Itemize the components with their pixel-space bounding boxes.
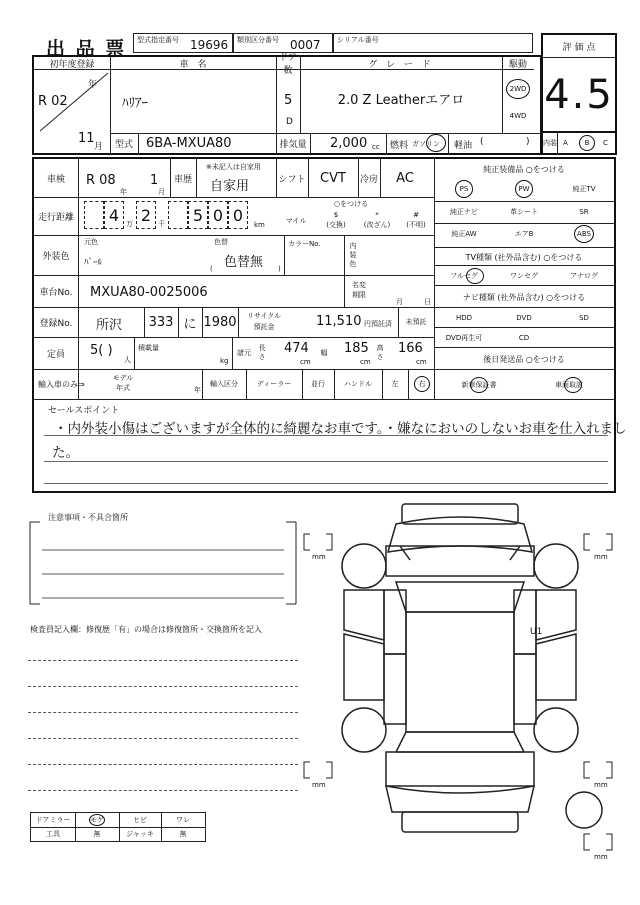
rear-panel — [386, 786, 534, 812]
dims-label: 諸元 — [237, 349, 251, 357]
drive-4wd: 4WD — [509, 112, 527, 120]
right-rear-door — [514, 654, 536, 724]
genuine-grid — [434, 179, 614, 247]
tv-fullseg-circle — [466, 268, 484, 284]
name-change-label: 名変 期限 — [352, 281, 366, 299]
handle-left: 左 — [391, 380, 399, 388]
dealer-cell — [246, 369, 303, 400]
right-front-door — [514, 590, 536, 654]
repaint-paren-close: ) — [278, 265, 281, 273]
dvd-playable: DVD再生可 — [434, 327, 494, 348]
history-cell — [196, 159, 277, 198]
circle-note: ○をつける — [334, 200, 369, 208]
drive-cell — [502, 69, 540, 134]
car-name-label: 車 名 — [110, 57, 277, 70]
reg-num-cell — [202, 307, 239, 338]
grade-cell — [300, 69, 503, 134]
tv-title: TV種類 (社外品含む) ○をつける — [434, 247, 614, 266]
equip-airbag: エアB — [494, 223, 554, 244]
windshield — [396, 582, 524, 612]
history-value: 自家用 — [210, 179, 250, 194]
door-type: D — [286, 117, 293, 127]
front-left-wheel — [342, 544, 386, 588]
handle-right-circled: 右 — [414, 376, 430, 392]
fuel-gasoline-text: ガソリン — [412, 140, 440, 148]
caution-box — [28, 518, 298, 608]
equip-abs-circled: ABS — [574, 225, 594, 243]
handle-left-cell — [382, 369, 409, 400]
mirror-label: ドアミラー — [31, 813, 76, 827]
height-value: 166 — [398, 341, 423, 356]
serial-label: シリアル番号 — [337, 36, 379, 44]
unknown-option: # (不明) — [406, 211, 426, 229]
later-warranty — [434, 369, 524, 400]
later-manual-circle — [564, 377, 582, 393]
fuel-gasoline — [412, 136, 448, 150]
mileage-label: 走行距離 — [34, 197, 78, 236]
category-label: 類別区分番号 — [237, 36, 279, 44]
details-block — [32, 157, 627, 493]
recycle-amount: 11,510 — [316, 314, 362, 329]
rating-label: 評 価 点 — [543, 35, 615, 58]
load-cell — [134, 337, 233, 370]
length-unit: cm — [300, 358, 311, 366]
caution-label: 注意事項・不具合箇所 — [48, 513, 128, 522]
displacement-label: 排気量 — [276, 133, 311, 153]
interior-a: A — [563, 139, 568, 147]
nav-title: ナビ種類 (社外品含む) ○をつける — [434, 285, 614, 308]
handle-right-cell — [408, 369, 434, 400]
recycle-not: 未預託 — [405, 318, 427, 326]
rating-value: 4.5 — [544, 72, 614, 118]
load-unit: kg — [220, 357, 229, 365]
capacity-label: 定員 — [34, 337, 78, 370]
equip-ps-cell — [434, 179, 494, 199]
tv-analog: アナログ — [554, 265, 614, 286]
mirror-moge-circle — [89, 814, 105, 826]
serial-box — [333, 33, 533, 53]
fuel-divider — [448, 133, 449, 153]
color-no-label: カラーNo. — [288, 240, 321, 248]
displacement-unit: cc — [372, 143, 380, 151]
reg-place: 所沢 — [96, 318, 123, 333]
mm-rear-left: mm — [312, 781, 326, 789]
spare-bracket — [584, 834, 612, 850]
reg-kana: に — [183, 316, 197, 332]
inspection-year-unit: 年 — [120, 188, 127, 196]
equip-ps-circled: PS — [455, 180, 473, 198]
nav-dvd: DVD — [494, 307, 554, 328]
first-reg-label: 初年度登録 — [34, 57, 111, 70]
mileage-digit-2: 2 — [136, 201, 156, 229]
recycle-unit: 円預託済 — [364, 320, 392, 328]
shift-value: CVT — [320, 170, 346, 186]
model-cell — [138, 133, 277, 153]
mileage-digit-4: 5 — [188, 201, 208, 229]
equip-pw-cell — [494, 179, 554, 199]
mileage-digit-0 — [84, 201, 104, 229]
displacement-value: 2,000 — [330, 136, 368, 151]
vehicle-block — [32, 55, 542, 155]
interior-label: 内装 — [543, 133, 558, 153]
name-change-day: 日 — [424, 298, 431, 306]
reg-no-label: 登録No. — [34, 307, 78, 338]
length-label: 長 さ — [258, 344, 266, 361]
import-type-cell — [202, 369, 247, 400]
width-label: 幅 — [320, 349, 328, 357]
right-rear-door-side — [536, 634, 576, 700]
parallel-cell — [302, 369, 335, 400]
nav-sd: SD — [554, 307, 614, 328]
later-title: 後日発送品 ○をつける — [434, 347, 614, 370]
repaint-label: 色替 — [214, 238, 228, 246]
diesel-paren-close: ) — [526, 137, 530, 147]
mileage-digit-1: 4 — [104, 201, 124, 229]
interior-color-label: 内 装 色 — [349, 241, 357, 268]
fuel-gasoline-circle — [426, 134, 446, 152]
left-rear-door-side — [344, 634, 384, 700]
width-value: 185 — [344, 341, 369, 356]
model-cert-no: 19696 — [190, 38, 229, 52]
handle-label: ハンドル — [344, 380, 372, 388]
history-note: ※未記入は自家用 — [206, 163, 261, 171]
rear-right-bracket — [584, 762, 612, 778]
length-value: 474 — [284, 341, 309, 356]
handle-cell — [334, 369, 383, 400]
equip-tv: 純正TV — [572, 185, 596, 193]
later-warranty-circle — [470, 377, 488, 393]
first-reg-month: 11 — [78, 131, 95, 146]
sen-unit: 千 — [158, 220, 165, 228]
diesel-label: 軽油 — [454, 141, 473, 151]
name-change-month: 月 — [396, 298, 403, 306]
interior-c: C — [603, 139, 608, 147]
capacity-value: 5( ) — [90, 343, 113, 358]
category-no: 0007 — [290, 38, 321, 52]
model-label: 型式 — [114, 139, 133, 150]
dvd-empty — [554, 327, 614, 348]
sales-line-2 — [44, 461, 608, 462]
front-right-bracket — [584, 534, 612, 550]
car-name-cell — [110, 69, 277, 134]
color-cell — [78, 235, 285, 276]
orig-color-label: 元色 — [84, 238, 98, 246]
inspector-line-6 — [28, 790, 298, 791]
shift-label: シフト — [276, 159, 309, 198]
later-manual — [524, 369, 614, 400]
tv-fullseg — [434, 265, 494, 286]
sales-point-area — [34, 399, 614, 492]
sales-point-line2: た。 — [52, 445, 79, 461]
first-reg-cell — [34, 69, 111, 153]
reg-class: 333 — [148, 314, 174, 330]
shift-cell — [308, 159, 359, 198]
inspector-line-5 — [28, 764, 298, 765]
inspector-line-1 — [28, 660, 298, 661]
inspection-month: 1 — [150, 173, 159, 188]
mm-rear-right: mm — [594, 781, 608, 789]
height-label: 高 さ — [376, 344, 384, 361]
inspection-cell — [78, 159, 171, 198]
jack-label: ジャッキ — [119, 827, 162, 841]
altered-option: * (改ざん) — [363, 211, 391, 229]
equip-navi: 純正ナビ — [434, 201, 494, 222]
inspection-month-unit: 月 — [158, 188, 165, 196]
color-no-cell — [284, 235, 345, 276]
model-year-label: モデル 年式 — [112, 374, 134, 392]
inspector-line-3 — [28, 712, 298, 713]
recycle-cell — [238, 307, 399, 338]
rear-left-bracket — [304, 762, 332, 778]
left-front-door — [384, 590, 406, 654]
chassis-cell — [78, 275, 345, 308]
model-year-cell — [78, 369, 203, 400]
first-reg-era: R 02 — [38, 94, 68, 109]
month-unit: 月 — [94, 142, 104, 152]
inspection-era: R 08 — [86, 173, 116, 188]
ac-value: AC — [396, 170, 414, 186]
reg-class-cell — [144, 307, 179, 338]
left-rear-door — [384, 654, 406, 724]
repaint-value: 色替無 — [224, 255, 264, 270]
mileage-digit-3 — [168, 201, 188, 229]
tv-fullseg-text: フルセグ — [450, 272, 478, 280]
rear-window — [396, 732, 524, 752]
capacity-cell — [78, 337, 135, 370]
rear-left-wheel — [342, 708, 386, 752]
chassis-value: MXUA80-0025006 — [90, 285, 208, 300]
reg-kana-cell — [178, 307, 203, 338]
car-name: ﾊﾘｱｰ — [122, 96, 148, 111]
km-unit: km — [254, 221, 265, 229]
doors-label: ドア数 — [276, 57, 301, 70]
mirror-hibi: ヒビ — [119, 813, 162, 827]
sales-line-1 — [44, 435, 608, 436]
genuine-title: 純正装備品 ○をつける — [483, 164, 565, 174]
model-value: 6BA-MXUA80 — [146, 135, 232, 151]
drive-2wd-circled: 2WD — [506, 79, 530, 99]
diesel-paren-open: ( — [480, 137, 484, 147]
ac-label: 冷房 — [358, 159, 381, 198]
interior-row — [541, 131, 617, 155]
interior-color-cell — [344, 235, 434, 276]
doors-value: 5 — [284, 93, 293, 108]
ac-cell — [380, 159, 435, 198]
form-title: 出 品 票 — [46, 38, 127, 60]
chassis-label: 車台No. — [34, 275, 78, 308]
rear-right-wheel — [534, 708, 578, 752]
tools-label: 工具 — [31, 827, 76, 841]
equip-pw-circled: PW — [515, 180, 533, 198]
parallel-option: 並行 — [311, 380, 325, 388]
drive-label: 駆動 — [502, 57, 534, 70]
height-unit: cm — [416, 358, 427, 366]
roof — [406, 612, 514, 732]
repaint-paren-open: ( — [210, 265, 213, 273]
exchange-option: $ (交換) — [326, 211, 346, 229]
reg-num: 1980 — [203, 314, 237, 330]
mm-front-left: mm — [312, 553, 326, 561]
dealer-option: ディーラー — [256, 380, 292, 388]
inspector-line-2 — [28, 686, 298, 687]
import-type-label: 輸入区分 — [210, 380, 238, 388]
recycle-not-cell — [398, 307, 434, 338]
dvd-cd: CD — [494, 327, 554, 348]
model-cert-box — [133, 33, 233, 53]
tools-value: 無 — [75, 827, 120, 841]
width-unit: cm — [360, 358, 371, 366]
mirror-ware: ワレ — [176, 816, 190, 824]
equip-sr: SR — [554, 201, 614, 222]
tv-oneseg: ワンセグ — [494, 265, 554, 286]
front-right-wheel — [534, 544, 578, 588]
mirror-moge-text: モゲ — [90, 816, 104, 824]
doors-cell — [276, 69, 301, 134]
mirror-table — [30, 812, 206, 842]
history-label: 車歴 — [170, 159, 197, 198]
sales-point-line1: ・内外装小傷はございますが全体的に綺麗なお車です。・嫌なにおいのしないお車を仕入れまし — [54, 421, 627, 437]
mm-spare: mm — [594, 853, 608, 861]
interior-b-circled: B — [579, 135, 595, 151]
capacity-unit: 人 — [124, 356, 131, 364]
left-front-door-side — [344, 590, 384, 640]
mileage-digit-5: 0 — [208, 201, 228, 229]
inspection-label: 車検 — [34, 159, 78, 198]
hood — [386, 546, 534, 576]
mileage-digits — [84, 201, 274, 231]
equip-aw: 純正AW — [434, 223, 494, 244]
jack-value: 無 — [179, 830, 187, 838]
exterior-label: 外装色 — [34, 235, 78, 276]
car-diagram — [300, 500, 640, 870]
inspector-label: 検査員記入欄：修復歴「有」の場合は修復箇所・交換箇所を記入 — [30, 625, 262, 634]
trunk — [386, 752, 534, 786]
load-label: 積載量 — [138, 344, 159, 352]
later-warranty-text: 新車保証書 — [461, 381, 497, 389]
damage-mark-u1: U1 — [530, 627, 543, 637]
front-bumper — [402, 504, 518, 524]
front-left-bracket — [304, 534, 332, 550]
mm-front-right: mm — [594, 553, 608, 561]
later-manual-text: 車両取説 — [555, 381, 583, 389]
mileage-digit-6: 0 — [228, 201, 248, 229]
equip-leather: 革シート — [494, 201, 554, 222]
name-change-cell — [344, 275, 434, 308]
displacement-cell — [310, 133, 387, 153]
recycle-label: リサイクル 預託金 — [246, 312, 282, 331]
model-year-unit: 年 — [194, 386, 201, 394]
reg-place-cell — [78, 307, 145, 338]
equip-abs-cell — [554, 223, 614, 244]
spare-wheel — [566, 792, 602, 828]
sales-line-3 — [44, 483, 608, 484]
grade-value: 2.0 Z Leatherエアロ — [337, 92, 465, 108]
mile-option: マイル — [285, 217, 307, 225]
nav-hdd: HDD — [434, 307, 494, 328]
inspector-line-4 — [28, 738, 298, 739]
grade-label: グ レ ー ド — [300, 57, 503, 70]
mirror-moge — [75, 813, 120, 827]
man-unit: 万 — [126, 220, 133, 228]
import-label: 輸入車のみ⇒ — [34, 369, 108, 400]
rear-bumper — [402, 812, 518, 832]
year-unit: 年 — [88, 80, 98, 90]
orig-color-value: ﾊﾟｰﾙ — [84, 258, 103, 268]
model-cert-label: 型式指定番号 — [137, 36, 179, 44]
sales-point-label: セールスポイント — [48, 406, 120, 416]
fuel-label: 燃料 — [390, 141, 409, 151]
